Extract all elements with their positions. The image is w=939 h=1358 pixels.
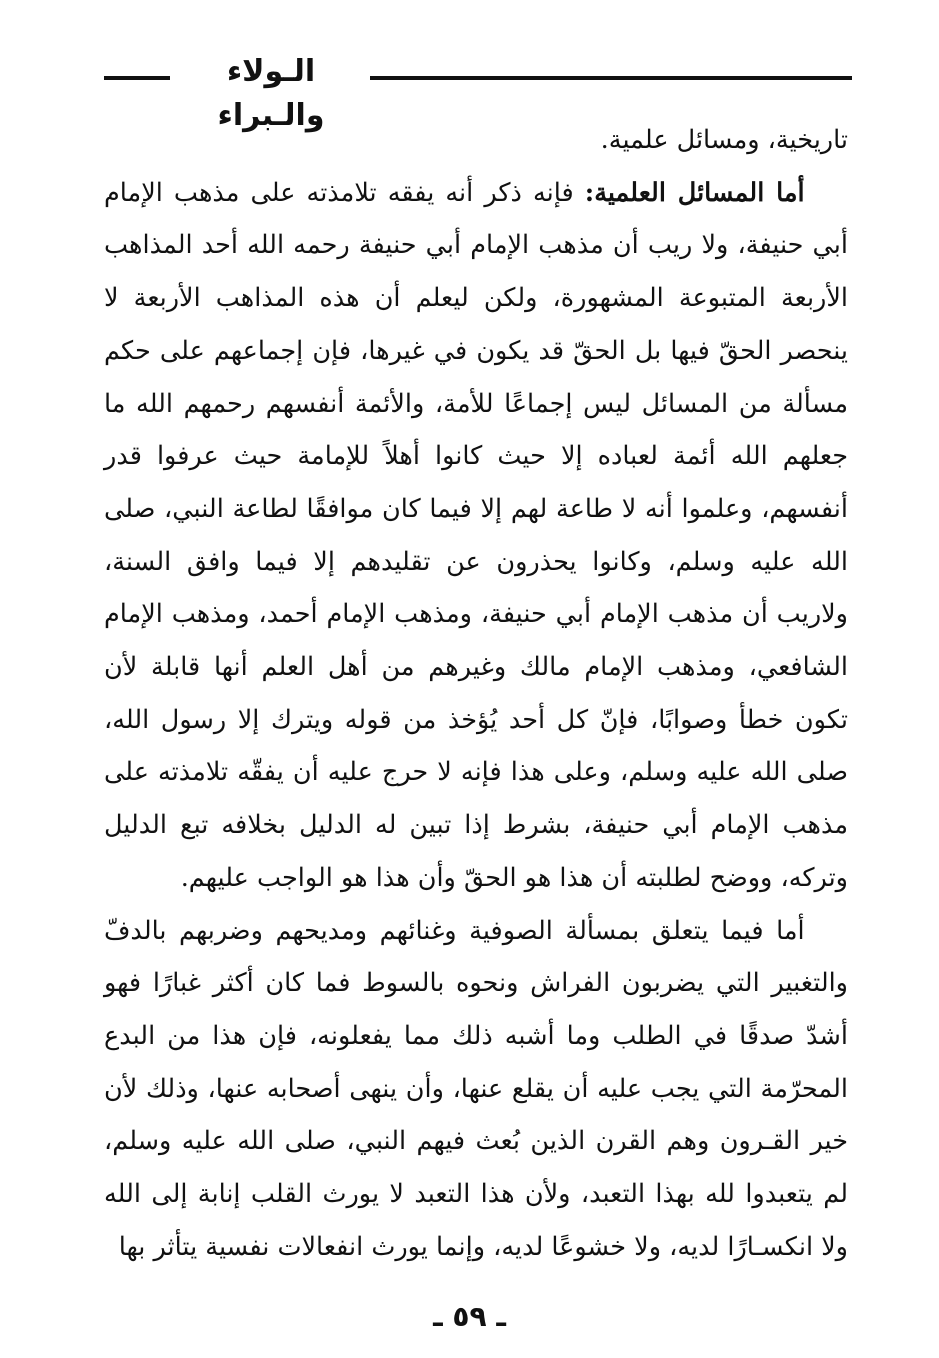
paragraph-continuation	[104, 114, 848, 167]
paragraph-text: فإنه ذكر أنه يفقه تلامذته على مذهب الإمام أبي حنيفة، ولا ريب أن مذهب الإمام أبي حنيفة رحمه الله أحد المذاهب الأربعة المتبوعة المشهورة، ولكن ليعلم أن هذه المذاهب الأربعة لا ينحصر الحقّ فيها بل الحقّ قد يكون في غيرها، فإن إجماعهم على حكم مسألة من المسائل ليس إجماعًا للأمة، والأئمة أنفسهم رحمهم الله ما جعلهم الله أئمة لعباده إلا حيث كانوا أهلاً للإمامة حيث عرفوا قدر أنفسهم، وعلموا أنه لا طاعة لهم إلا فيما كان موافقًا لطاعة النبي، صلى الله عليه وسلم، وكانوا يحذرون عن تقليدهم إلا فيما وافق السنة، ولاريب أن مذهب الإمام أبي حنيفة، ومذهب الإمام أحمد، ومذهب الإمام الشافعي، ومذهب الإمام مالك وغيرهم من أهل العلم أنها قابلة لأن تكون خطأ وصوابًا، فإنّ كل أحد يُؤخذ من قوله ويترك إلا رسول الله، صلى الله عليه وسلم، وعلى هذا فإنه لا حرج عليه أن يفقّه تلامذته على مذهب الإمام أبي حنيفة، بشرط إذا تبين له الدليل بخلافه تبع الدليل وتركه، ووضح لطلبته أن هذا هو الحقّ وأن هذا هو الواجب عليهم.	[104, 177, 848, 893]
running-header	[100, 50, 852, 133]
paragraph-lead: أما المسائل العلمية:	[584, 177, 805, 208]
header-title: الـولاء والـبراء	[217, 54, 325, 133]
paragraph-text: أما فيما يتعلق بمسألة الصوفية وغنائهم ومديحهم وضربهم بالدفّ والتغبير التي يضربون الفراش ونحوه بالسوط فما كان أكثر غبارًا فهو أشدّ صدقًا في الطلب وما أشبه ذلك مما يفعلونه، فإن هذا من البدع المحرّمة التي يجب عليه أن يقلع عنها، وأن ينهى أصحابه عنها، وذلك لأن خير القـرون وهم القرن الذين بُعث فيهم النبي، صلى الله عليه وسلم، لم يتعبدوا لله بهذا التعبد، ولأن هذا التعبد لا يورث القلب إنابة إلى الله ولا انكسـارًا لديه، ولا خشوعًا لديه، وإنما يورث انفعالات نفسية يتأثر بها	[104, 915, 848, 1262]
paragraph-sufi-issues	[104, 905, 848, 1274]
body-text	[104, 114, 848, 1273]
page-number: ـ ٥٩ ـ	[433, 1300, 506, 1333]
paragraph-text: تاريخية، ومسائل علمية.	[600, 125, 848, 155]
header-rule-long	[370, 76, 852, 80]
header-rule-short	[104, 76, 170, 80]
paragraph-scholarly-issues	[104, 167, 848, 905]
